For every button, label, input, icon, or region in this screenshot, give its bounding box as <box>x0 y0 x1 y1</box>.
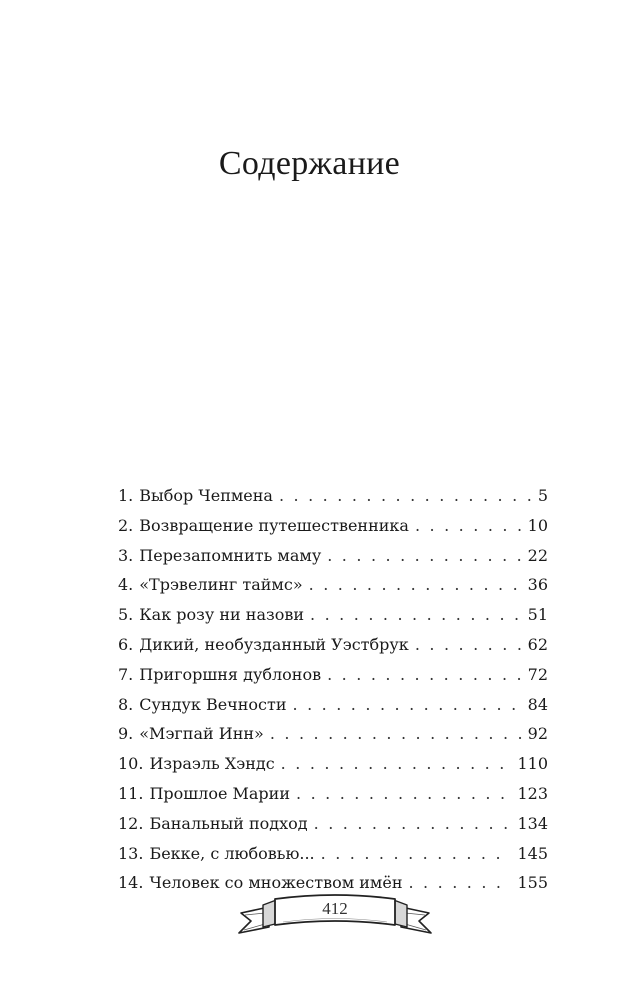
toc-entry-number: 8. <box>118 694 134 714</box>
toc-entry-page: 72 <box>527 664 548 684</box>
toc-entry <box>118 660 548 690</box>
toc-entry <box>118 481 548 511</box>
toc-entry-title: Прошлое Марии <box>149 783 290 803</box>
toc-leader-dots <box>279 481 532 511</box>
toc-entry-title: Человек со множеством имён <box>149 873 403 893</box>
toc-entry <box>118 749 548 779</box>
toc-leader-dots <box>415 630 522 660</box>
toc-entry-title: Перезапомнить маму <box>139 545 322 565</box>
toc-entry-page: 145 <box>517 843 548 863</box>
toc-entry <box>118 570 548 600</box>
toc-entry-page: 123 <box>517 783 548 803</box>
toc-entry-page: 134 <box>517 813 548 833</box>
toc-entry-title: Сундук Вечности <box>139 694 287 714</box>
toc-entry <box>118 719 548 749</box>
toc-entry-page: 10 <box>527 515 548 535</box>
toc-entry-number: 4. <box>118 575 134 595</box>
toc-entry-page: 22 <box>527 545 548 565</box>
toc-entry <box>118 690 548 720</box>
toc-entry <box>118 600 548 630</box>
toc-entry-number: 3. <box>118 545 134 565</box>
toc-entry-title: Выбор Чепмена <box>139 486 273 505</box>
toc-entry-page: 92 <box>527 724 548 744</box>
toc-leader-dots <box>270 719 522 749</box>
toc-entry <box>118 809 548 839</box>
toc-entry-title: Дикий, необузданный Уэстбрук <box>139 634 409 654</box>
toc-entry <box>118 839 548 869</box>
toc-entry-title: «Трэвелинг таймс» <box>139 575 303 595</box>
toc-entry-number: 9. <box>118 724 134 744</box>
toc-entry <box>118 541 548 571</box>
toc-leader-dots <box>293 690 522 720</box>
toc-leader-dots <box>327 660 522 690</box>
table-of-contents <box>118 481 548 898</box>
toc-entry-title: Возвращение путешественника <box>139 515 409 535</box>
page-number: 412 <box>322 899 348 918</box>
toc-entry-title: Пригоршня дублонов <box>139 664 322 684</box>
toc-leader-dots <box>310 600 522 630</box>
toc-entry-number: 1. <box>118 486 134 505</box>
toc-entry-number: 14. <box>118 873 144 893</box>
toc-entry-number: 5. <box>118 605 134 625</box>
toc-entry-page: 62 <box>527 634 548 654</box>
toc-leader-dots <box>296 779 511 809</box>
toc-leader-dots <box>281 749 512 779</box>
toc-entry-page: 5 <box>537 486 548 505</box>
toc-entry <box>118 511 548 541</box>
toc-leader-dots <box>309 570 522 600</box>
toc-entry <box>118 630 548 660</box>
toc-entry-number: 11. <box>118 783 144 803</box>
toc-entry-page: 36 <box>527 575 548 595</box>
toc-entry-number: 2. <box>118 515 134 535</box>
toc-entry-number: 12. <box>118 813 144 833</box>
toc-entry-number: 6. <box>118 634 134 654</box>
toc-entry-number: 13. <box>118 843 144 863</box>
toc-entry-title: Бекке, с любовью... <box>149 843 315 863</box>
page-title: Содержание <box>218 144 401 182</box>
toc-leader-dots <box>321 839 512 869</box>
toc-leader-dots <box>415 511 522 541</box>
toc-entry-page: 110 <box>517 754 548 774</box>
toc-leader-dots <box>327 541 521 571</box>
toc-entry <box>118 779 548 809</box>
toc-entry-page: 51 <box>527 605 548 625</box>
toc-entry-page: 155 <box>517 873 548 893</box>
toc-entry-title: Израэль Хэндс <box>149 754 275 774</box>
toc-leader-dots <box>314 809 512 839</box>
toc-entry-page: 84 <box>527 694 548 714</box>
toc-entry-number: 10. <box>118 754 144 774</box>
toc-entry-title: «Мэгпай Инн» <box>139 724 264 744</box>
toc-entry-title: Как розу ни назови <box>139 605 305 625</box>
toc-entry-title: Банальный подход <box>149 813 308 833</box>
toc-entry-number: 7. <box>118 664 134 684</box>
